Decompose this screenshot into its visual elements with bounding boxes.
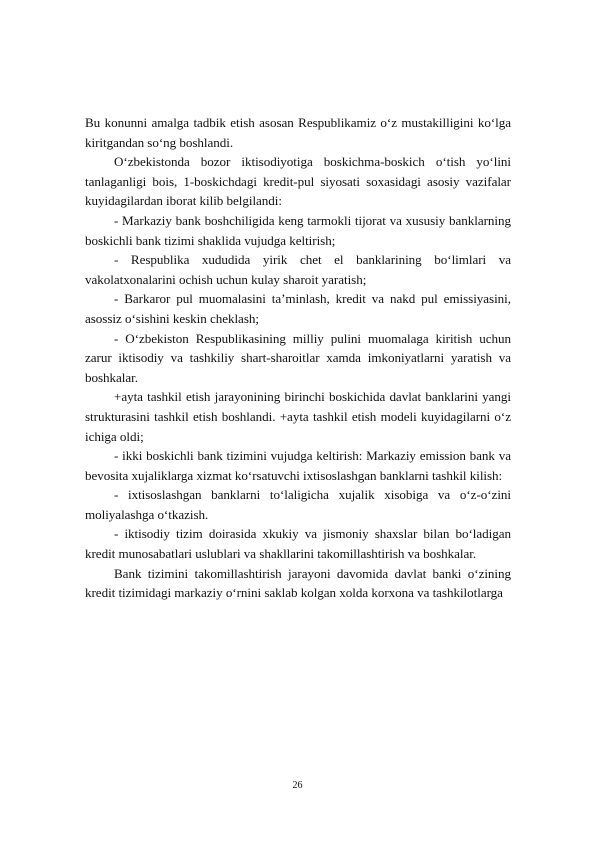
paragraph: Bu konunni amalga tadbik etish asosan Respublikamiz o‘z mustakilligini ko‘lga kiritgandan so‘ng boshlandi. — [85, 115, 511, 150]
paragraph: Bank tizimini takomillashtirish jarayoni davomida davlat banki o‘zining kredit tizimidagi markaziy o‘rnini saklab kolgan xolda korxona va tashkilotlarga — [85, 565, 511, 601]
list-item: - Markaziy bank boshchiligida keng tarmokli tijorat va xususiy banklarning boskichli bank tizimi shaklida vujudga keltirish; — [85, 212, 511, 248]
text-body — [85, 113, 511, 603]
list-item: - O‘zbekiston Respublikasining milliy pulini muomalaga kiritish uchun zarur iktisodiy va tashkiliy shart-sharoitlar xamda imkoniyatlarni yaratish va boshkalar. — [85, 330, 511, 385]
list-item: - Respublika xududida yirik chet el banklarining bo‘limlari va vakolatxonalarini ochish uchun kulay sharoit yaratish; — [85, 252, 511, 287]
paragraph: O‘zbekistonda bozor iktisodiyotiga boskichma-boskich o‘tish yo‘lini tanlaganligi bois, 1-boskichdagi kredit-pul siyosati soxasidagi asosiy vazifalar kuyidagilardan iborat kilib belgilandi: — [85, 154, 511, 209]
list-item: - iktisodiy tizim doirasida xkukiy va jismoniy shaxslar bilan bo‘ladigan kredit munosabatlari uslublari va shakllarini takomillashtirish va boshkalar. — [85, 526, 511, 562]
list-item: - ikki boskichli bank tizimini vujudga keltirish: Markaziy emission bank va bevosita xujaliklarga xizmat ko‘rsatuvchi ixtisoslashgan banklarni tashkil kilish: — [85, 448, 511, 483]
page-number: 26 — [292, 780, 303, 791]
paragraph: +ayta tashkil etish jarayonining birinchi boskichida davlat banklarini yangi strukturasini tashkil etish boshlandi. +ayta tashkil etish modeli kuyidagilarni o‘z ichiga oldi; — [85, 389, 511, 444]
list-item: - Barkaror pul muomalasini ta’minlash, kredit va nakd pul emissiyasini, asossiz o‘sishini keskin cheklash; — [85, 291, 511, 326]
list-item: - ixtisoslashgan banklarni to‘laligicha xujalik xisobiga va o‘z-o‘zini moliyalashga o‘tkazish. — [85, 487, 511, 522]
